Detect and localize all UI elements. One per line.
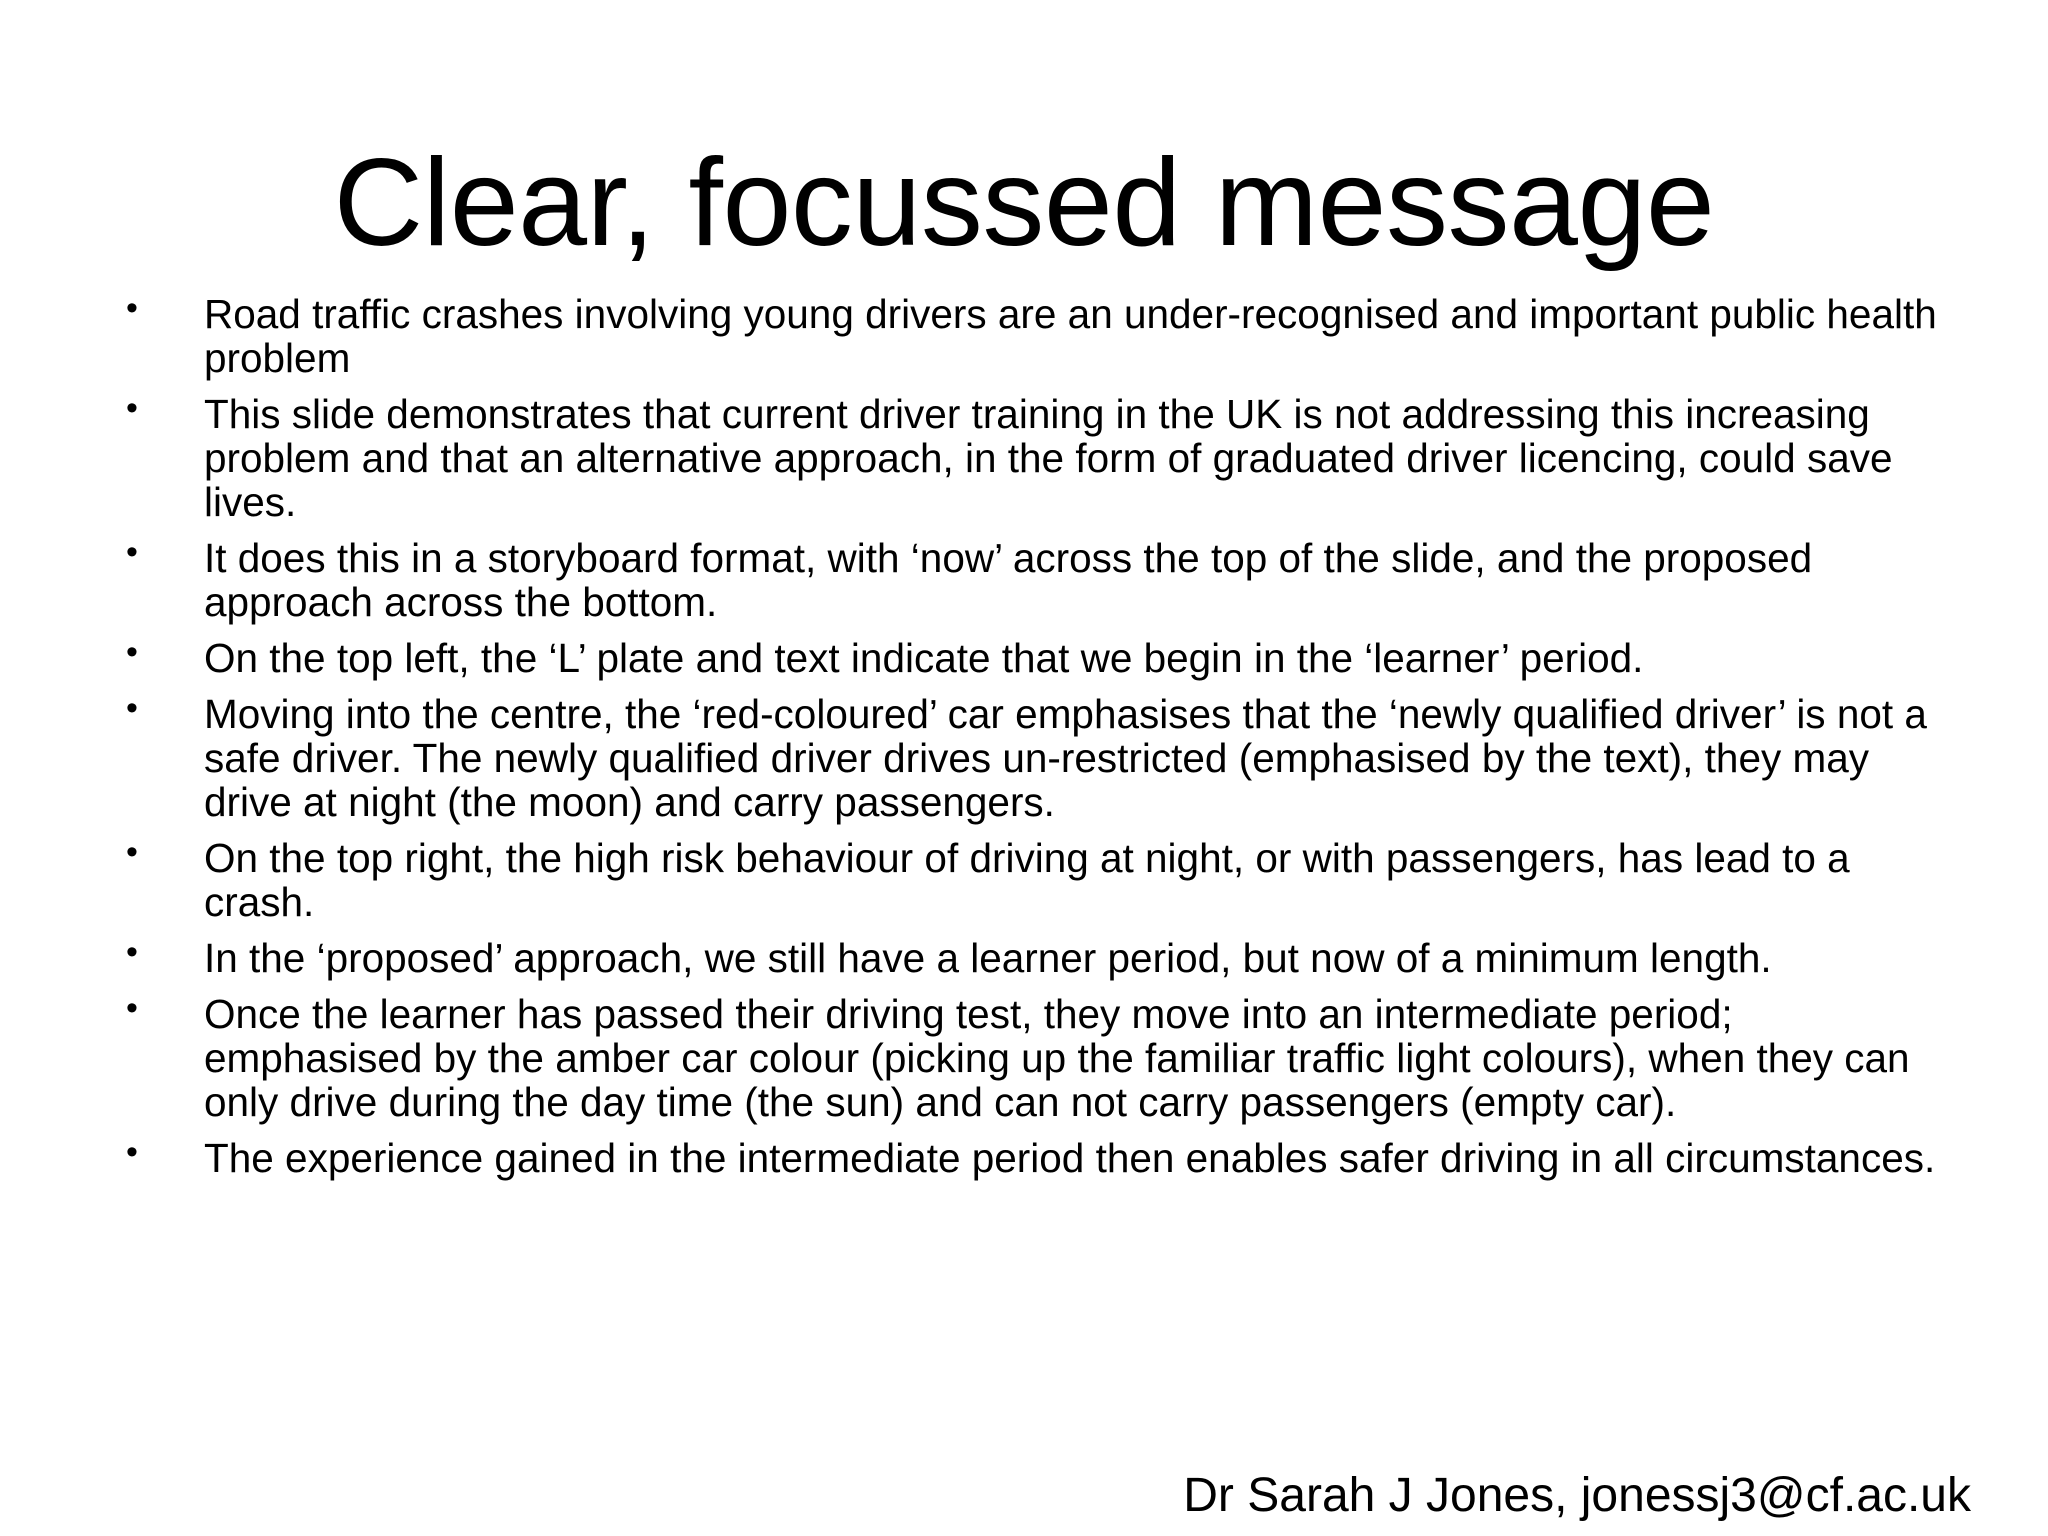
bullet-text: Road traffic crashes involving young drivers are an under-recognised and important public health problem	[204, 291, 1937, 381]
bullet-item	[120, 933, 1960, 981]
bullet-item	[120, 533, 1960, 625]
bullet-marker: •	[126, 989, 138, 1027]
author-footer: Dr Sarah J Jones, jonessj3@cf.ac.uk	[1183, 1469, 1971, 1522]
bullet-marker: •	[126, 389, 138, 427]
bullet-item	[120, 633, 1960, 681]
bullet-marker: •	[126, 689, 138, 727]
bullet-text: It does this in a storyboard format, with ‘now’ across the top of the slide, and the proposed approach across the bottom.	[204, 535, 1813, 625]
bullet-item	[120, 989, 1960, 1125]
bullet-marker: •	[126, 533, 138, 571]
bullet-text: On the top right, the high risk behaviour of driving at night, or with passengers, has lead to a crash.	[204, 835, 1850, 925]
bullet-text: Once the learner has passed their driving test, they move into an intermediate period; emphasised by the amber car colour (picking up the familiar traffic light colours), when they can only drive during the day time (the sun) and can not carry passengers (empty car).	[204, 991, 1910, 1125]
slide-title: Clear, focussed message	[333, 134, 1715, 272]
bullet-item	[120, 289, 1960, 381]
bullet-text: On the top left, the ‘L’ plate and text indicate that we begin in the ‘learner’ period.	[204, 635, 1644, 681]
bullet-list	[120, 289, 1960, 1192]
bullet-marker: •	[126, 289, 138, 327]
bullet-item	[120, 689, 1960, 825]
bullet-marker: •	[126, 833, 138, 871]
bullet-item	[120, 833, 1960, 925]
bullet-text: The experience gained in the intermediate period then enables safer driving in all circumstances.	[204, 1135, 1936, 1181]
bullet-marker: •	[126, 933, 138, 971]
bullet-text: In the ‘proposed’ approach, we still have a learner period, but now of a minimum length.	[204, 935, 1772, 981]
bullet-text: This slide demonstrates that current driver training in the UK is not addressing this increasing problem and that an alternative approach, in the form of graduated driver licencing, could save lives.	[204, 391, 1893, 525]
bullet-marker: •	[126, 633, 138, 671]
bullet-item	[120, 1133, 1960, 1181]
bullet-marker: •	[126, 1133, 138, 1171]
bullet-text: Moving into the centre, the ‘red-coloured’ car emphasises that the ‘newly qualified driver’ is not a safe driver. The newly qualified driver drives un-restricted (emphasised by the text), they may drive at night (the moon) and carry passengers.	[204, 691, 1927, 825]
bullet-item	[120, 389, 1960, 525]
